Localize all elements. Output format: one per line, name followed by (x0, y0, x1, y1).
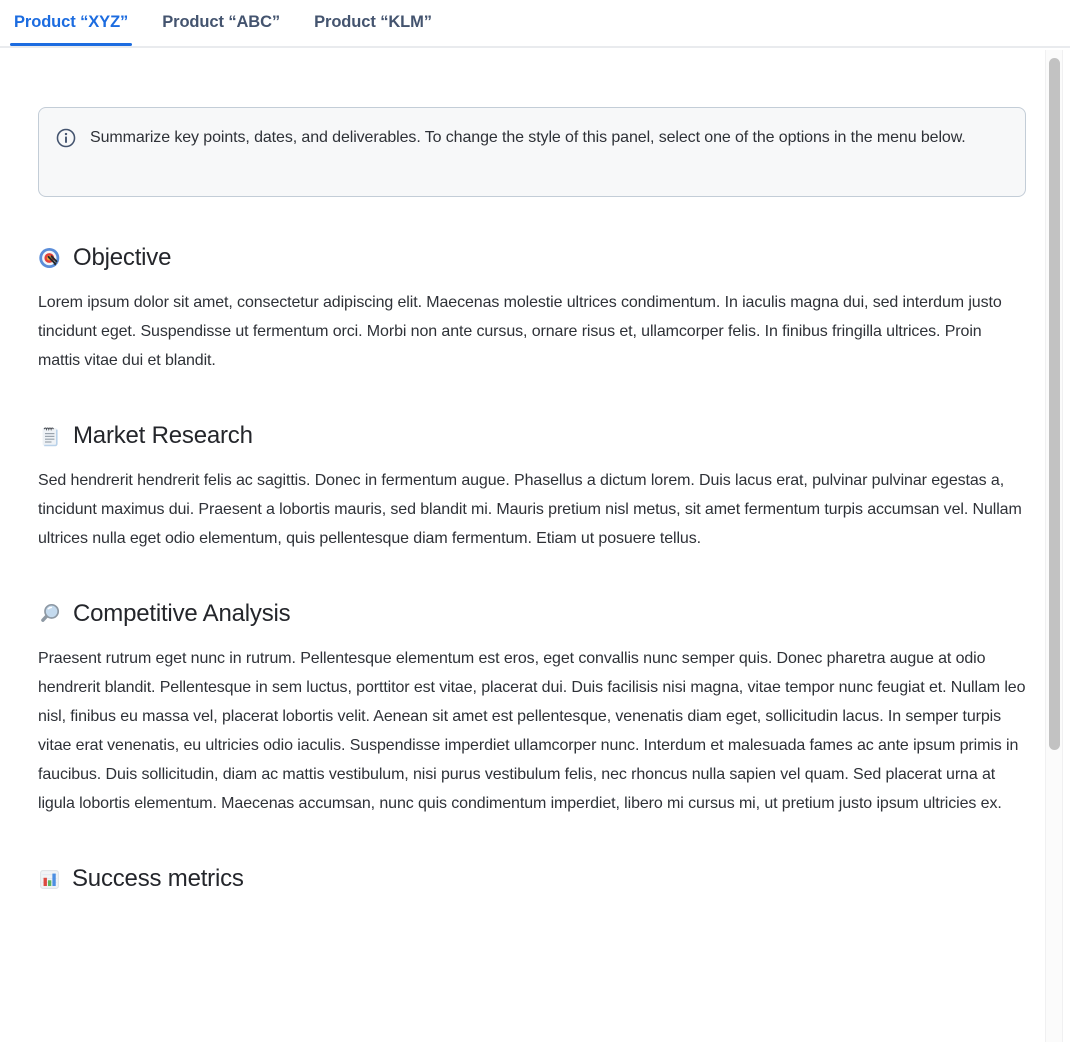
document-content (0, 48, 1070, 894)
section-title-competitive-analysis (38, 599, 1026, 629)
tab-product-abc[interactable]: Product “ABC” (160, 10, 282, 44)
notepad-icon (38, 424, 62, 448)
section-title-text: Market Research (73, 422, 253, 449)
info-panel-text: Summarize key points, dates, and deliverables. To change the style of this panel, select one of the options in the menu below. (90, 129, 966, 146)
section-title-text: Competitive Analysis (73, 600, 291, 627)
magnifier-icon (38, 602, 62, 626)
section-title-success-metrics (38, 864, 1026, 894)
section-body-objective: Lorem ipsum dolor sit amet, consectetur adipiscing elit. Maecenas molestie ultrices condimentum. In iaculis magna dui, sed interdum justo tincidunt eget. Suspendisse ut fermentum orci. Morbi non ante cursus, ornare risus et, ullamcorper felis. In finibus fringilla ultrices. Proin mattis vitae dui et blandit. (38, 294, 1002, 369)
bar-chart-icon (38, 868, 61, 891)
info-icon (55, 127, 77, 154)
section-competitive-analysis (38, 599, 1026, 818)
section-success-metrics (38, 864, 1026, 894)
info-panel[interactable] (38, 107, 1026, 197)
scrollbar-track[interactable] (1045, 50, 1063, 1042)
section-body-market-research: Sed hendrerit hendrerit felis ac sagittis. Donec in fermentum augue. Phasellus a dictum lorem. Duis lacus erat, pulvinar pulvinar egestas a, tincidunt maximus dui. Praesent a lobortis mauris, sed blandit mi. Mauris pretium nisl metus, sit amet fermentum turpis accumsan vel. Nullam ultrices nulla eget odio elementum, quis pellentesque diam fermentum. Etiam ut posuere tellus. (38, 472, 1022, 547)
section-market-research (38, 421, 1026, 553)
section-title-objective (38, 243, 1026, 273)
tab-product-xyz[interactable]: Product “XYZ” (12, 10, 130, 44)
section-title-text: Success metrics (72, 865, 244, 892)
section-body-competitive-analysis: Praesent rutrum eget nunc in rutrum. Pellentesque elementum est eros, eget convallis nunc semper quis. Donec pharetra augue at odio hendrerit blandit. Pellentesque in sem luctus, porttitor est vitae, placerat dui. Duis facilisis nisi magna, vitae tempor nunc feugiat et. Nullam leo nisl, finibus eu massa vel, placerat lobortis velit. Aenean sit amet est pellentesque, venenatis diam eget, sollicitudin lacus. In semper turpis vitae erat venenatis, eu ultricies odio iaculis. Suspendisse imperdiet ullamcorper nunc. Interdum et malesuada fames ac ante ipsum primis in faucibus. Duis sollicitudin, diam ac mattis vestibulum, nisi purus vestibulum felis, nec rhoncus nulla sapien vel quam. Sed placerat urna at ligula lobortis elementum. Maecenas accumsan, nunc quis condimentum imperdiet, libero mi cursus mi, ut pretium justo ipsum ultricies ex. (38, 650, 1026, 812)
document-tab-bar (0, 0, 1070, 48)
section-objective (38, 243, 1026, 375)
tab-product-klm[interactable]: Product “KLM” (312, 10, 434, 44)
section-title-market-research (38, 421, 1026, 451)
target-icon (38, 246, 62, 270)
section-title-text: Objective (73, 244, 172, 271)
scrollbar-thumb[interactable] (1049, 58, 1060, 750)
